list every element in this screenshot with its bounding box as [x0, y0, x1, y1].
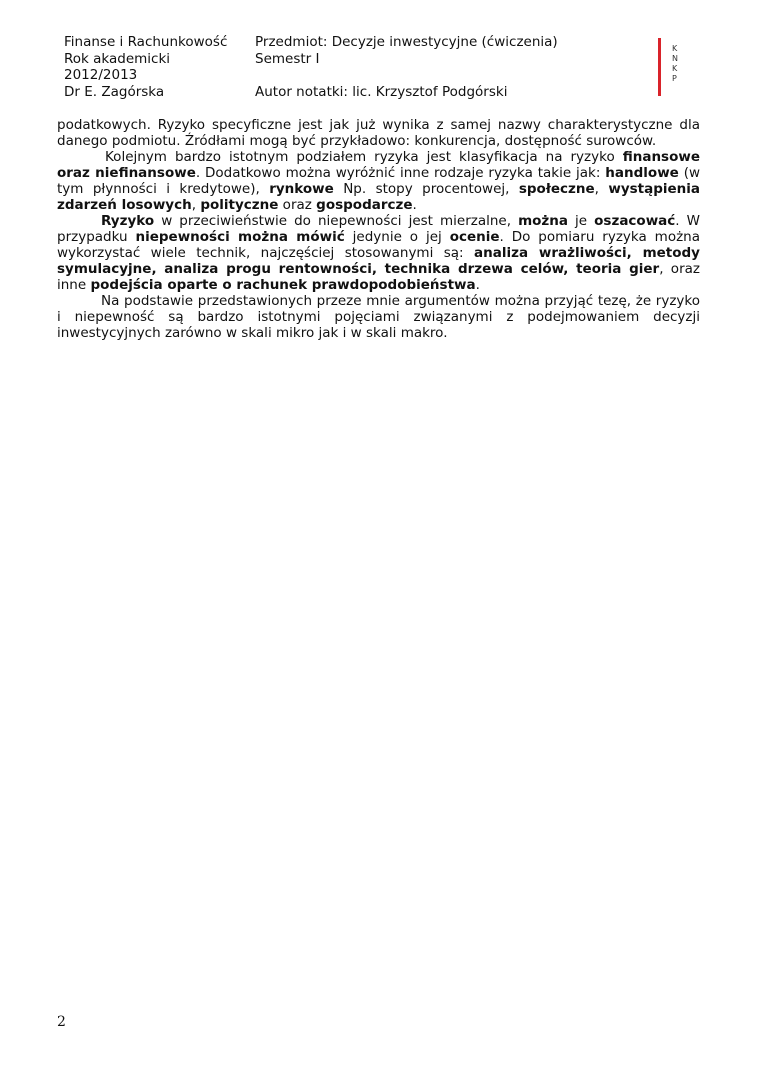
header-field-of-study: Finanse i Rachunkowość — [64, 34, 228, 50]
text-run: oraz — [278, 197, 317, 213]
text-run: , — [594, 181, 609, 197]
bold-term: społeczne — [518, 181, 595, 197]
text-run: Na podstawie przedstawionych przeze mnie argumentów można przyjąć tezę, że ryzyko i niepewność są bardzo istotnymi pojęciami związanymi z podejmowaniem decyzji inwestycyjnych zarówno w skali mikro jak i w skali makro. — [57, 293, 700, 341]
logo-letter: P — [672, 74, 677, 83]
header-academic-year-label: Rok akademicki — [64, 50, 171, 67]
text-run: w przeciwieństwie do niepewności jest mierzalne, — [154, 213, 519, 229]
header-academic-year: 2012/2013 — [64, 67, 138, 83]
logo-letter: N — [672, 54, 678, 63]
text-run: . — [475, 277, 480, 293]
header-spacer — [255, 67, 558, 84]
header-author: Autor notatki: lic. Krzysztof Podgórski — [255, 83, 508, 100]
bold-term: ocenie — [449, 229, 500, 245]
bold-term: oszacować — [594, 213, 676, 229]
page-number: 2 — [57, 1014, 66, 1030]
text-run: , — [191, 197, 201, 213]
text-run: je — [568, 213, 595, 229]
bold-term: Ryzyko — [101, 213, 155, 229]
text-run: Kolejnym bardzo istotnym podziałem ryzyka jest klasyfikacja na ryzyko — [105, 149, 623, 165]
paragraph-risk-vs-uncertainty — [57, 213, 700, 293]
logo-letter: K — [672, 44, 678, 53]
text-run: jedynie o jej — [344, 229, 450, 245]
document-body — [57, 117, 700, 341]
header-right-column — [255, 34, 558, 100]
text-run: . W przypadku — [57, 213, 700, 245]
header-left-column — [64, 34, 227, 100]
text-run: . Dodatkowo można wyróżnić inne rodzaje ryzyka takie jak: — [195, 165, 606, 181]
paragraph-conclusion — [57, 293, 700, 341]
text-run: (w tym płynności i kredytowe), — [57, 165, 701, 197]
paragraph-risk-classification — [57, 149, 700, 213]
bold-term: polityczne — [200, 197, 279, 213]
header-subject: Przedmiot: Decyzje inwestycyjne (ćwiczenia) — [255, 34, 558, 50]
text-run: . Do pomiaru ryzyka można wykorzystać wiele technik, najczęściej stosowanymi są: — [57, 229, 701, 261]
text-run: , oraz inne — [57, 261, 700, 293]
bold-term: analiza wrażliwości, metody symulacyjne, analiza progu rentowności, technika drzewa celów, teoria gier — [57, 245, 700, 277]
header-lecturer: Dr E. Zagórska — [64, 83, 165, 100]
bold-term: handlowe — [605, 165, 679, 181]
text-run: podatkowych. Ryzyko specyficzne jest jak już wynika z samej nazwy charakterystyczne dla danego podmiotu. Źródłami mogą być przykładowo: konkurencja, dostępność surowców. — [57, 117, 700, 149]
bold-term: gospodarcze — [316, 197, 413, 213]
bold-term: finansowe oraz niefinansowe — [57, 149, 700, 181]
bold-term: można — [518, 213, 568, 229]
text-run: Np. stopy procentowej, — [333, 181, 519, 197]
bold-term: rynkowe — [269, 181, 334, 197]
paragraph-specific-risk — [57, 117, 700, 149]
logo-letter: K — [672, 64, 678, 73]
logo-letters — [672, 44, 678, 84]
knkp-logo — [658, 38, 698, 98]
header-semester: Semestr I — [255, 50, 320, 67]
bold-term: wystąpienia zdarzeń losowych — [57, 181, 701, 213]
logo-red-bar — [658, 38, 661, 96]
bold-term: niepewności można mówić — [135, 229, 345, 245]
bold-term: podejścia oparte o rachunek prawdopodobieństwa — [90, 277, 476, 293]
text-run: . — [412, 197, 417, 213]
